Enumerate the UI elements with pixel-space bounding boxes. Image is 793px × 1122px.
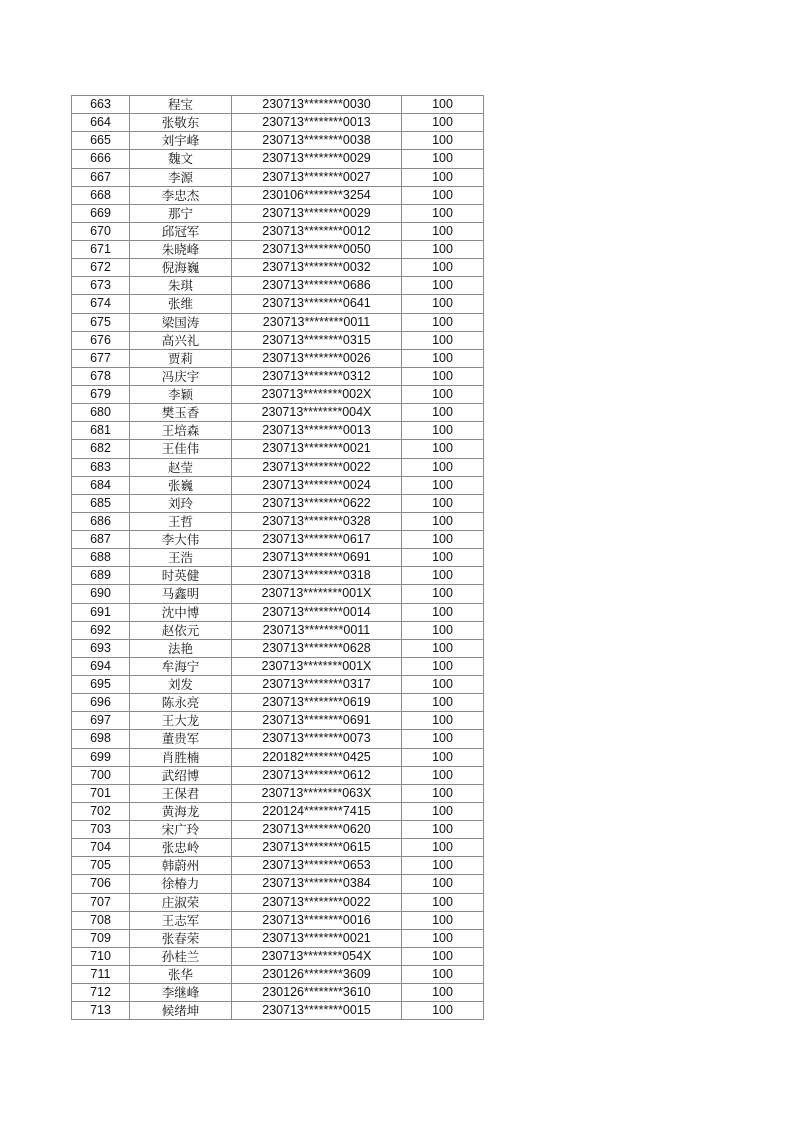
row-number-cell: 679 — [72, 386, 130, 404]
row-number-cell: 694 — [72, 657, 130, 675]
table-row — [72, 802, 484, 820]
id-number-cell: 230126********3610 — [232, 984, 402, 1002]
id-number-cell: 230713********001X — [232, 585, 402, 603]
table-row — [72, 549, 484, 567]
score-cell: 100 — [402, 440, 484, 458]
score-cell: 100 — [402, 186, 484, 204]
id-number-cell: 230713********0073 — [232, 730, 402, 748]
row-number-cell: 690 — [72, 585, 130, 603]
score-cell: 100 — [402, 821, 484, 839]
name-cell: 董贵军 — [130, 730, 232, 748]
name-cell: 孙桂兰 — [130, 947, 232, 965]
id-number-cell: 230713********0026 — [232, 349, 402, 367]
score-cell: 100 — [402, 367, 484, 385]
table-row — [72, 567, 484, 585]
name-cell: 张敬东 — [130, 114, 232, 132]
row-number-cell: 699 — [72, 748, 130, 766]
row-number-cell: 712 — [72, 984, 130, 1002]
table-row — [72, 222, 484, 240]
table-row — [72, 947, 484, 965]
table-row — [72, 404, 484, 422]
table-row — [72, 875, 484, 893]
name-cell: 候绪坤 — [130, 1002, 232, 1020]
id-number-cell: 230713********0038 — [232, 132, 402, 150]
table-row — [72, 331, 484, 349]
row-number-cell: 708 — [72, 911, 130, 929]
id-number-cell: 230713********0612 — [232, 766, 402, 784]
name-cell: 李大伟 — [130, 531, 232, 549]
name-cell: 庄淑荣 — [130, 893, 232, 911]
id-number-cell: 230713********0328 — [232, 512, 402, 530]
id-number-cell: 230713********0312 — [232, 367, 402, 385]
score-cell: 100 — [402, 748, 484, 766]
score-cell: 100 — [402, 331, 484, 349]
score-cell: 100 — [402, 585, 484, 603]
id-number-cell: 230713********0013 — [232, 114, 402, 132]
score-cell: 100 — [402, 966, 484, 984]
id-number-cell: 230713********0030 — [232, 96, 402, 114]
score-cell: 100 — [402, 512, 484, 530]
score-cell: 100 — [402, 222, 484, 240]
id-number-cell: 220182********0425 — [232, 748, 402, 766]
table-row — [72, 96, 484, 114]
table-row — [72, 766, 484, 784]
row-number-cell: 703 — [72, 821, 130, 839]
score-cell: 100 — [402, 694, 484, 712]
name-cell: 李颖 — [130, 386, 232, 404]
id-number-cell: 230713********0691 — [232, 549, 402, 567]
row-number-cell: 713 — [72, 1002, 130, 1020]
table-row — [72, 295, 484, 313]
id-number-cell: 230713********0691 — [232, 712, 402, 730]
name-cell: 宋广玲 — [130, 821, 232, 839]
row-number-cell: 664 — [72, 114, 130, 132]
table-row — [72, 839, 484, 857]
name-cell: 黄海龙 — [130, 802, 232, 820]
table-row — [72, 984, 484, 1002]
row-number-cell: 666 — [72, 150, 130, 168]
score-cell: 100 — [402, 766, 484, 784]
score-cell: 100 — [402, 96, 484, 114]
row-number-cell: 675 — [72, 313, 130, 331]
score-cell: 100 — [402, 114, 484, 132]
score-cell: 100 — [402, 150, 484, 168]
table-row — [72, 259, 484, 277]
row-number-cell: 683 — [72, 458, 130, 476]
name-cell: 张维 — [130, 295, 232, 313]
row-number-cell: 670 — [72, 222, 130, 240]
score-cell: 100 — [402, 621, 484, 639]
name-cell: 邱冠军 — [130, 222, 232, 240]
row-number-cell: 702 — [72, 802, 130, 820]
table-row — [72, 730, 484, 748]
id-number-cell: 230713********0011 — [232, 621, 402, 639]
table-row — [72, 966, 484, 984]
id-number-cell: 230713********0021 — [232, 440, 402, 458]
id-number-cell: 230713********0620 — [232, 821, 402, 839]
name-cell: 冯庆宇 — [130, 367, 232, 385]
name-cell: 王大龙 — [130, 712, 232, 730]
name-cell: 王培森 — [130, 422, 232, 440]
row-number-cell: 684 — [72, 476, 130, 494]
table-row — [72, 657, 484, 675]
name-cell: 高兴礼 — [130, 331, 232, 349]
table-row — [72, 349, 484, 367]
id-number-cell: 230713********054X — [232, 947, 402, 965]
id-number-cell: 230713********0686 — [232, 277, 402, 295]
table-row — [72, 422, 484, 440]
id-number-cell: 230713********0016 — [232, 911, 402, 929]
score-cell: 100 — [402, 802, 484, 820]
id-number-cell: 230713********0029 — [232, 204, 402, 222]
name-cell: 朱晓峰 — [130, 241, 232, 259]
row-number-cell: 678 — [72, 367, 130, 385]
id-number-cell: 230713********0014 — [232, 603, 402, 621]
name-cell: 赵依元 — [130, 621, 232, 639]
table-row — [72, 458, 484, 476]
name-cell: 赵莹 — [130, 458, 232, 476]
score-cell: 100 — [402, 313, 484, 331]
score-cell: 100 — [402, 404, 484, 422]
id-number-cell: 230713********0032 — [232, 259, 402, 277]
score-cell: 100 — [402, 712, 484, 730]
table-row — [72, 440, 484, 458]
table-row — [72, 168, 484, 186]
table-row — [72, 476, 484, 494]
table-row — [72, 712, 484, 730]
score-cell: 100 — [402, 386, 484, 404]
name-cell: 陈永亮 — [130, 694, 232, 712]
score-cell: 100 — [402, 458, 484, 476]
id-number-cell: 220124********7415 — [232, 802, 402, 820]
roster-table-body — [72, 96, 484, 1020]
id-number-cell: 230713********0315 — [232, 331, 402, 349]
row-number-cell: 711 — [72, 966, 130, 984]
table-row — [72, 639, 484, 657]
id-number-cell: 230713********0027 — [232, 168, 402, 186]
name-cell: 魏文 — [130, 150, 232, 168]
score-cell: 100 — [402, 639, 484, 657]
row-number-cell: 698 — [72, 730, 130, 748]
id-number-cell: 230713********0622 — [232, 494, 402, 512]
score-cell: 100 — [402, 349, 484, 367]
score-cell: 100 — [402, 657, 484, 675]
id-number-cell: 230713********0011 — [232, 313, 402, 331]
score-cell: 100 — [402, 839, 484, 857]
row-number-cell: 705 — [72, 857, 130, 875]
table-row — [72, 186, 484, 204]
row-number-cell: 693 — [72, 639, 130, 657]
id-number-cell: 230713********0029 — [232, 150, 402, 168]
score-cell: 100 — [402, 676, 484, 694]
name-cell: 倪海巍 — [130, 259, 232, 277]
table-row — [72, 494, 484, 512]
table-row — [72, 784, 484, 802]
table-row — [72, 114, 484, 132]
name-cell: 刘玲 — [130, 494, 232, 512]
score-cell: 100 — [402, 984, 484, 1002]
row-number-cell: 704 — [72, 839, 130, 857]
row-number-cell: 710 — [72, 947, 130, 965]
id-number-cell: 230106********3254 — [232, 186, 402, 204]
id-number-cell: 230126********3609 — [232, 966, 402, 984]
score-cell: 100 — [402, 730, 484, 748]
id-number-cell: 230713********0641 — [232, 295, 402, 313]
row-number-cell: 680 — [72, 404, 130, 422]
score-cell: 100 — [402, 531, 484, 549]
table-row — [72, 748, 484, 766]
name-cell: 牟海宁 — [130, 657, 232, 675]
row-number-cell: 689 — [72, 567, 130, 585]
id-number-cell: 230713********002X — [232, 386, 402, 404]
name-cell: 王保君 — [130, 784, 232, 802]
name-cell: 时英健 — [130, 567, 232, 585]
table-row — [72, 603, 484, 621]
score-cell: 100 — [402, 277, 484, 295]
id-number-cell: 230713********0628 — [232, 639, 402, 657]
id-number-cell: 230713********0384 — [232, 875, 402, 893]
row-number-cell: 701 — [72, 784, 130, 802]
row-number-cell: 687 — [72, 531, 130, 549]
score-cell: 100 — [402, 567, 484, 585]
score-cell: 100 — [402, 929, 484, 947]
id-number-cell: 230713********0619 — [232, 694, 402, 712]
table-row — [72, 367, 484, 385]
row-number-cell: 696 — [72, 694, 130, 712]
id-number-cell: 230713********0012 — [232, 222, 402, 240]
score-cell: 100 — [402, 911, 484, 929]
table-row — [72, 821, 484, 839]
id-number-cell: 230713********0022 — [232, 458, 402, 476]
id-number-cell: 230713********004X — [232, 404, 402, 422]
row-number-cell: 706 — [72, 875, 130, 893]
table-row — [72, 531, 484, 549]
id-number-cell: 230713********0653 — [232, 857, 402, 875]
name-cell: 程宝 — [130, 96, 232, 114]
table-row — [72, 585, 484, 603]
name-cell: 梁国涛 — [130, 313, 232, 331]
row-number-cell: 665 — [72, 132, 130, 150]
name-cell: 张春荣 — [130, 929, 232, 947]
score-cell: 100 — [402, 549, 484, 567]
id-number-cell: 230713********063X — [232, 784, 402, 802]
score-cell: 100 — [402, 259, 484, 277]
score-cell: 100 — [402, 204, 484, 222]
row-number-cell: 681 — [72, 422, 130, 440]
row-number-cell: 682 — [72, 440, 130, 458]
table-row — [72, 1002, 484, 1020]
name-cell: 张忠岭 — [130, 839, 232, 857]
id-number-cell: 230713********0013 — [232, 422, 402, 440]
score-cell: 100 — [402, 295, 484, 313]
score-cell: 100 — [402, 422, 484, 440]
row-number-cell: 685 — [72, 494, 130, 512]
row-number-cell: 700 — [72, 766, 130, 784]
id-number-cell: 230713********0318 — [232, 567, 402, 585]
row-number-cell: 707 — [72, 893, 130, 911]
id-number-cell: 230713********0050 — [232, 241, 402, 259]
name-cell: 李忠杰 — [130, 186, 232, 204]
row-number-cell: 663 — [72, 96, 130, 114]
table-row — [72, 621, 484, 639]
row-number-cell: 695 — [72, 676, 130, 694]
row-number-cell: 697 — [72, 712, 130, 730]
row-number-cell: 671 — [72, 241, 130, 259]
score-cell: 100 — [402, 494, 484, 512]
name-cell: 王哲 — [130, 512, 232, 530]
name-cell: 张华 — [130, 966, 232, 984]
name-cell: 樊玉香 — [130, 404, 232, 422]
name-cell: 肖胜楠 — [130, 748, 232, 766]
score-cell: 100 — [402, 784, 484, 802]
table-row — [72, 694, 484, 712]
row-number-cell: 667 — [72, 168, 130, 186]
table-row — [72, 676, 484, 694]
id-number-cell: 230713********0317 — [232, 676, 402, 694]
table-row — [72, 893, 484, 911]
score-cell: 100 — [402, 893, 484, 911]
id-number-cell: 230713********0021 — [232, 929, 402, 947]
score-cell: 100 — [402, 241, 484, 259]
table-row — [72, 512, 484, 530]
name-cell: 刘发 — [130, 676, 232, 694]
name-cell: 张巍 — [130, 476, 232, 494]
row-number-cell: 668 — [72, 186, 130, 204]
table-row — [72, 911, 484, 929]
row-number-cell: 676 — [72, 331, 130, 349]
name-cell: 王志军 — [130, 911, 232, 929]
table-row — [72, 277, 484, 295]
table-row — [72, 150, 484, 168]
row-number-cell: 709 — [72, 929, 130, 947]
score-cell: 100 — [402, 132, 484, 150]
name-cell: 王浩 — [130, 549, 232, 567]
name-cell: 李继峰 — [130, 984, 232, 1002]
score-cell: 100 — [402, 1002, 484, 1020]
id-number-cell: 230713********0024 — [232, 476, 402, 494]
name-cell: 李源 — [130, 168, 232, 186]
score-cell: 100 — [402, 857, 484, 875]
table-row — [72, 857, 484, 875]
row-number-cell: 692 — [72, 621, 130, 639]
row-number-cell: 669 — [72, 204, 130, 222]
name-cell: 刘宇峰 — [130, 132, 232, 150]
roster-table — [71, 95, 484, 1020]
row-number-cell: 691 — [72, 603, 130, 621]
name-cell: 沈中博 — [130, 603, 232, 621]
score-cell: 100 — [402, 603, 484, 621]
row-number-cell: 673 — [72, 277, 130, 295]
name-cell: 贾莉 — [130, 349, 232, 367]
table-row — [72, 204, 484, 222]
table-row — [72, 132, 484, 150]
name-cell: 韩蔚州 — [130, 857, 232, 875]
row-number-cell: 677 — [72, 349, 130, 367]
row-number-cell: 672 — [72, 259, 130, 277]
table-row — [72, 241, 484, 259]
id-number-cell: 230713********0615 — [232, 839, 402, 857]
name-cell: 朱琪 — [130, 277, 232, 295]
id-number-cell: 230713********0022 — [232, 893, 402, 911]
row-number-cell: 688 — [72, 549, 130, 567]
table-row — [72, 929, 484, 947]
id-number-cell: 230713********0617 — [232, 531, 402, 549]
score-cell: 100 — [402, 476, 484, 494]
table-row — [72, 313, 484, 331]
score-cell: 100 — [402, 875, 484, 893]
name-cell: 法艳 — [130, 639, 232, 657]
row-number-cell: 686 — [72, 512, 130, 530]
id-number-cell: 230713********0015 — [232, 1002, 402, 1020]
id-number-cell: 230713********001X — [232, 657, 402, 675]
row-number-cell: 674 — [72, 295, 130, 313]
name-cell: 马鑫明 — [130, 585, 232, 603]
name-cell: 徐椿力 — [130, 875, 232, 893]
name-cell: 王佳伟 — [130, 440, 232, 458]
score-cell: 100 — [402, 168, 484, 186]
name-cell: 武绍博 — [130, 766, 232, 784]
score-cell: 100 — [402, 947, 484, 965]
table-row — [72, 386, 484, 404]
name-cell: 那宁 — [130, 204, 232, 222]
